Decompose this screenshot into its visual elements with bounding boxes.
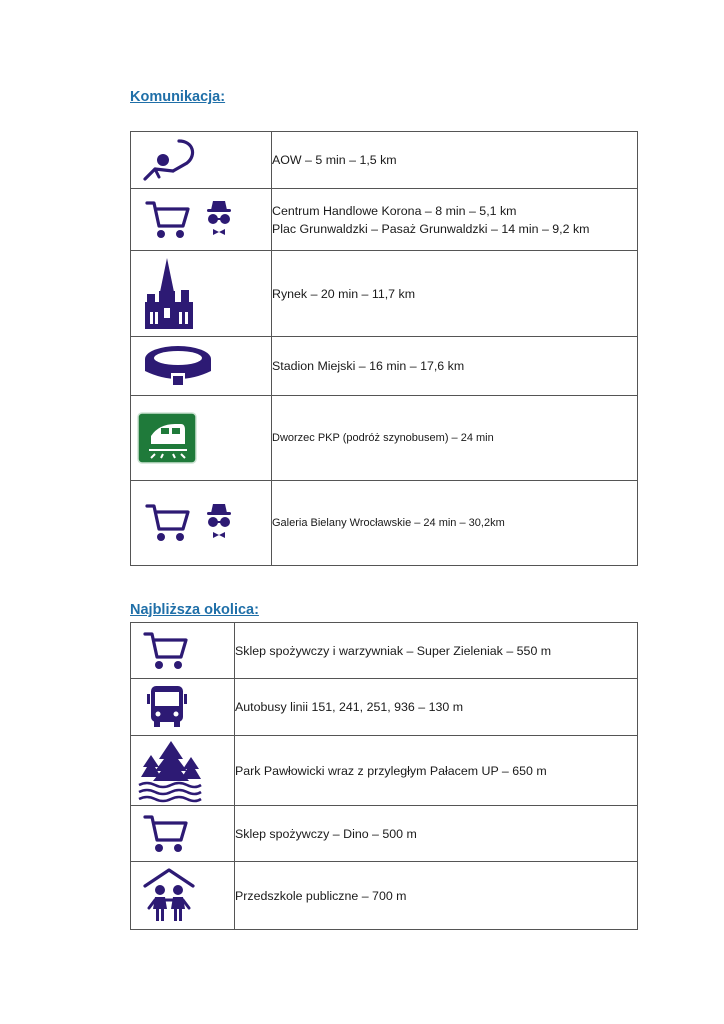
- table-row: [131, 396, 638, 481]
- table-row: [131, 806, 638, 862]
- row-text-line: Plac Grunwaldzki – Pasaż Grunwaldzki – 14 min – 9,2 km: [272, 221, 590, 236]
- communication-heading: Komunikacja:: [130, 89, 226, 105]
- cathedral-icon: [141, 258, 201, 330]
- table-row: [131, 337, 638, 396]
- kindergarten-icon: [139, 866, 199, 926]
- row-text-line: Dworzec PKP (podróż szynobusem) – 24 min: [272, 432, 494, 444]
- row-text: [272, 337, 638, 396]
- shopping-cart-icon: [143, 629, 193, 673]
- table-row: [131, 132, 638, 189]
- shopping-cart-and-person-icon: [145, 499, 255, 547]
- shopping-cart-icon: [143, 812, 193, 856]
- table-row: [131, 189, 638, 251]
- shopping-cart-and-person-icon: [145, 196, 255, 244]
- train-icon: [137, 412, 197, 464]
- row-text: [235, 736, 638, 806]
- row-text-line: Przedszkole publiczne – 700 m: [235, 888, 407, 903]
- row-text: [272, 481, 638, 566]
- row-text: [235, 623, 638, 679]
- row-text: [235, 862, 638, 930]
- row-text-line: Centrum Handlowe Korona – 8 min – 5,1 km: [272, 203, 517, 218]
- table-row: [131, 481, 638, 566]
- park-trees-icon: [137, 739, 203, 803]
- row-text-line: Sklep spożywczy – Dino – 500 m: [235, 826, 417, 841]
- table-row: [131, 862, 638, 930]
- row-text-line: Rynek – 20 min – 11,7 km: [272, 286, 416, 301]
- row-text: [272, 132, 638, 189]
- row-text: [272, 396, 638, 481]
- row-text-line: Autobusy linii 151, 241, 251, 936 – 130 m: [235, 700, 464, 714]
- table-row: [131, 679, 638, 736]
- row-text-line: AOW – 5 min – 1,5 km: [272, 153, 397, 167]
- table-row: [131, 736, 638, 806]
- row-text-line: Stadion Miejski – 16 min – 17,6 km: [272, 359, 465, 373]
- communication-table: [130, 131, 638, 566]
- row-text-line: Galeria Bielany Wrocławskie – 24 min – 30,2km: [272, 517, 505, 529]
- stadium-icon: [143, 343, 213, 389]
- wheelchair-icon: [141, 135, 201, 185]
- table-row: [131, 251, 638, 337]
- row-text: [235, 806, 638, 862]
- table-row: [131, 623, 638, 679]
- bus-icon: [143, 684, 193, 730]
- nearby-heading: Najbliższa okolica:: [130, 602, 259, 618]
- row-text-line: Sklep spożywczy i warzywniak – Super Zieleniak – 550 m: [235, 643, 552, 658]
- row-text: [272, 189, 638, 251]
- row-text: [235, 679, 638, 736]
- row-text-line: Park Pawłowicki wraz z przyległym Pałacem UP – 650 m: [235, 763, 547, 778]
- row-text: [272, 251, 638, 337]
- nearby-table: [130, 622, 638, 930]
